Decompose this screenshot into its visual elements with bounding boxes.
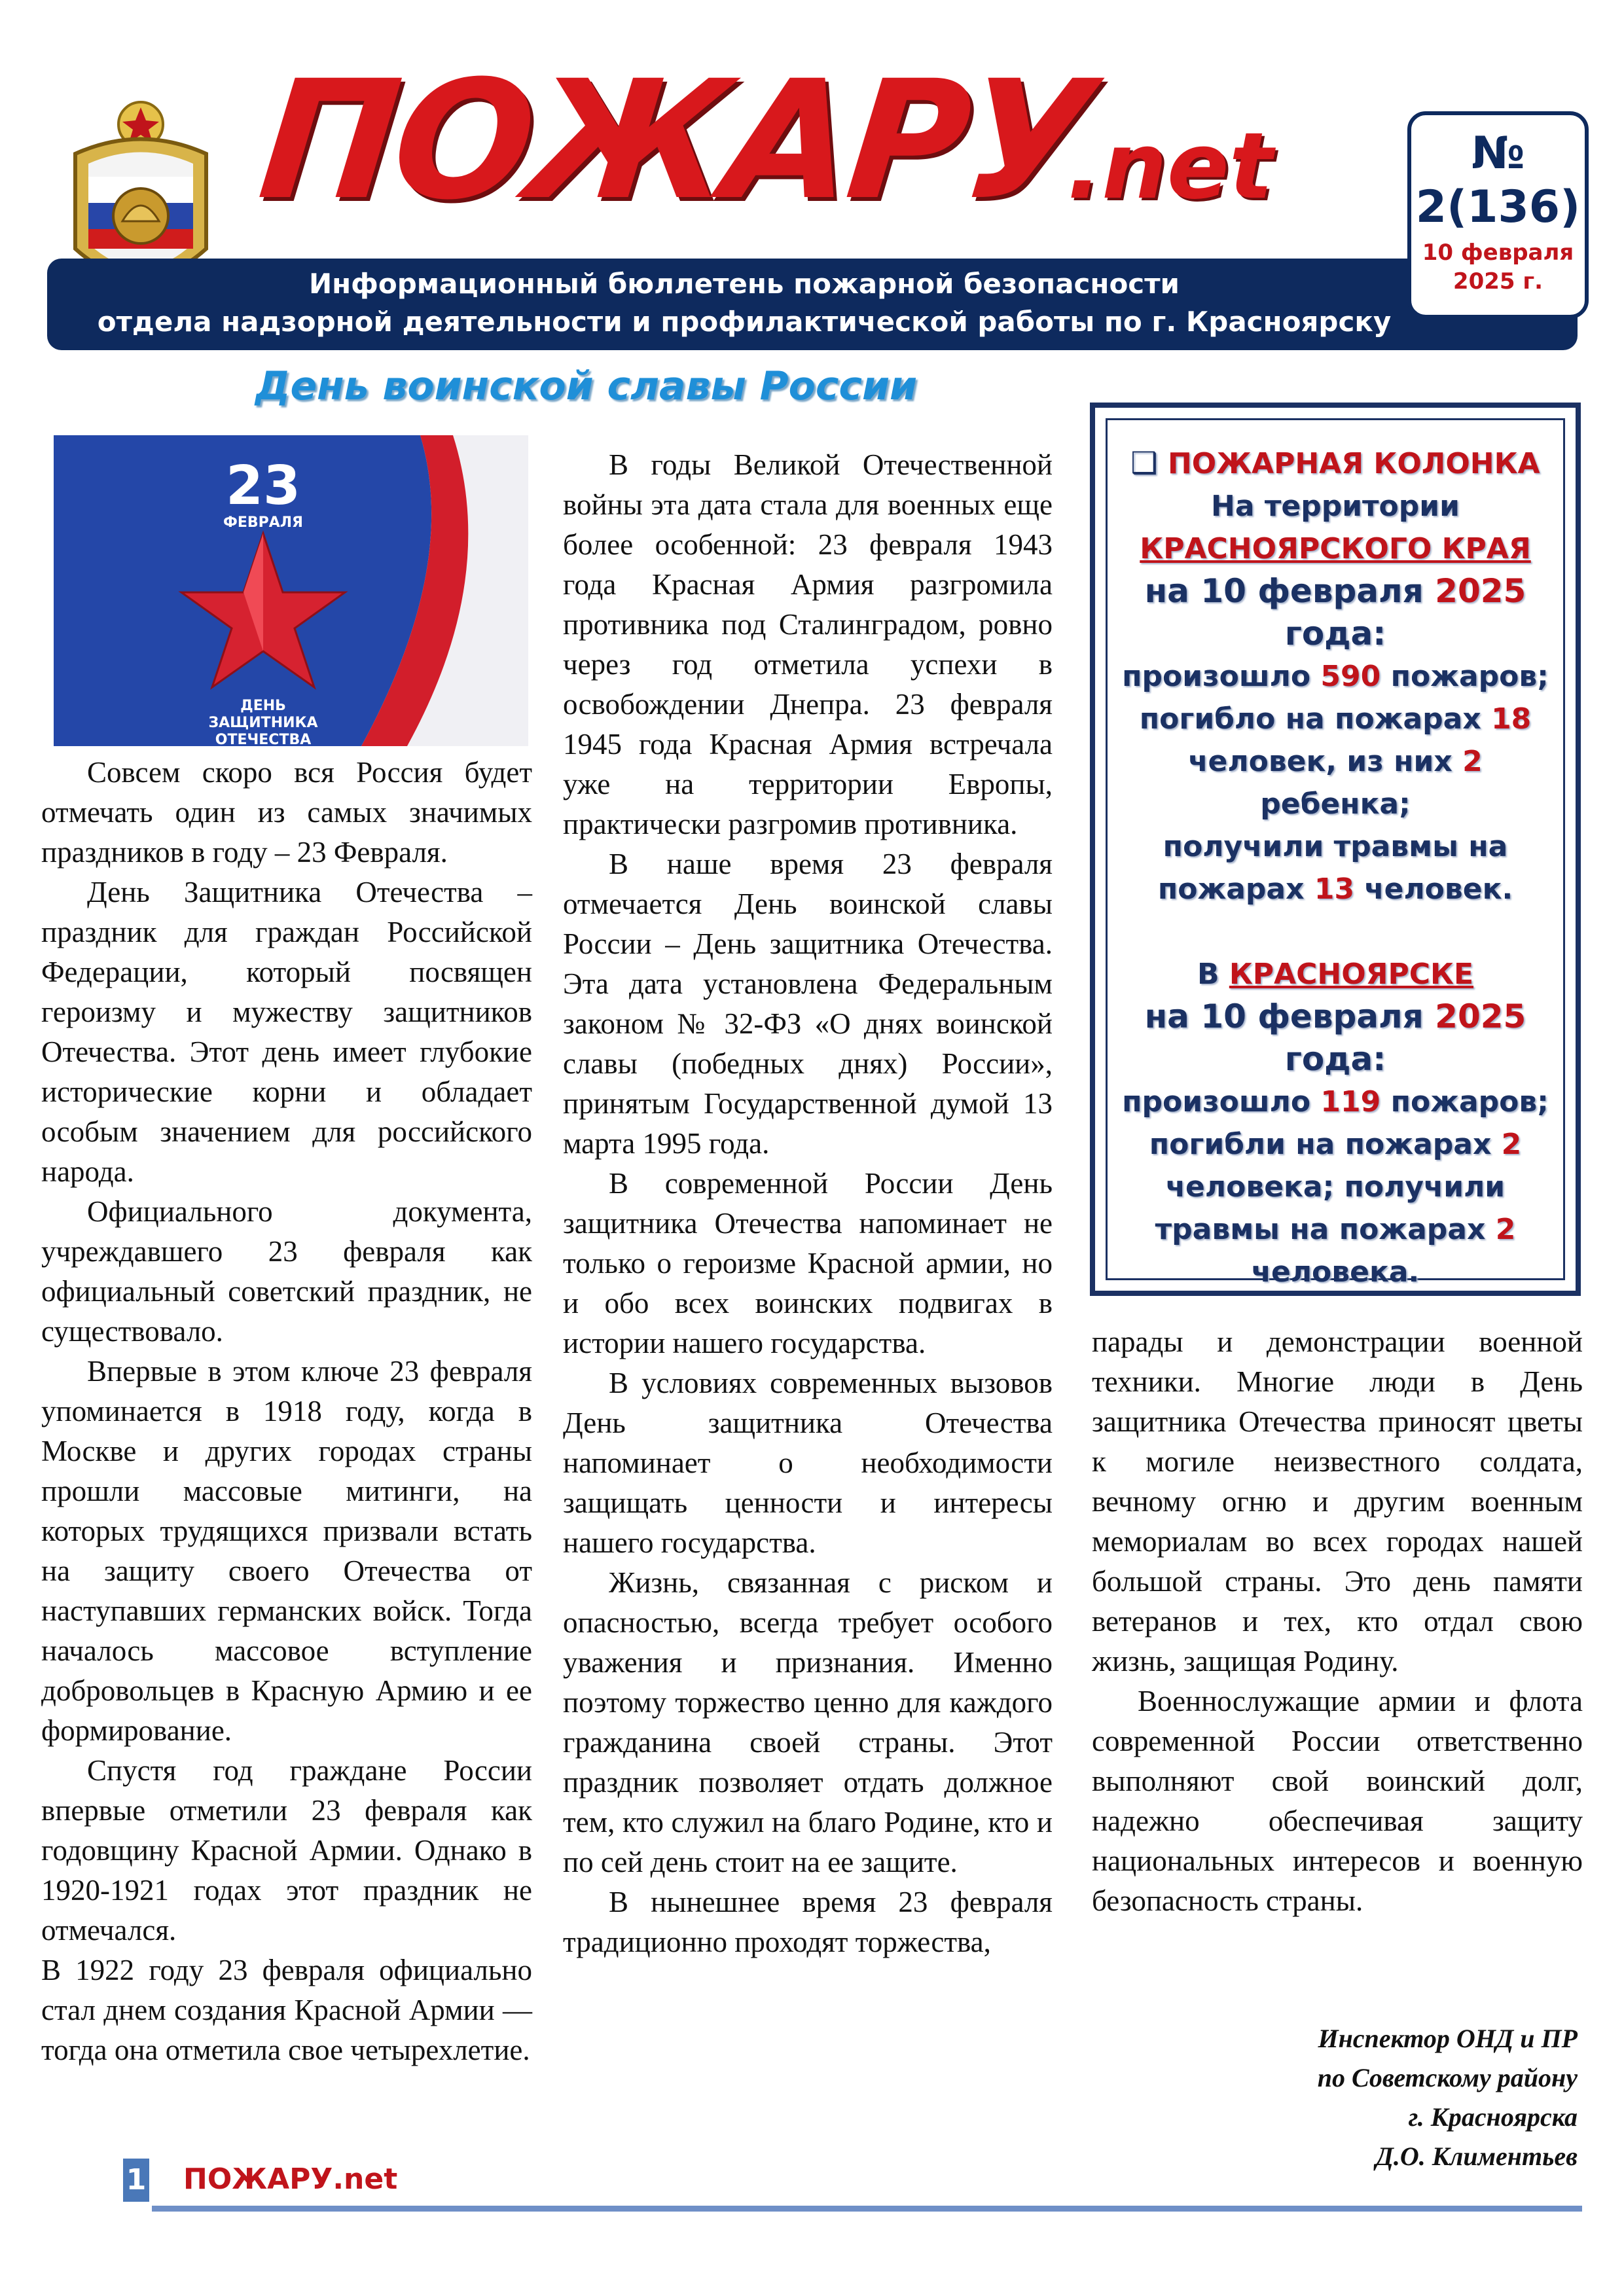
region-children-count: 2 bbox=[1462, 745, 1483, 778]
article-column-1 bbox=[41, 753, 532, 2070]
picture-day-number: 23 bbox=[225, 455, 301, 517]
region-injured-count: 13 bbox=[1314, 872, 1355, 906]
city-date: на 10 февраля bbox=[1144, 997, 1424, 1035]
region-year-word: года: bbox=[1284, 615, 1386, 653]
footer-brand: ПОЖАРУ.net bbox=[183, 2162, 398, 2196]
checkbox-bullet-icon: ❑ bbox=[1130, 445, 1158, 480]
sidebar-title: ПОЖАРНАЯ КОЛОНКА bbox=[1167, 447, 1540, 480]
paragraph: Впервые в этом ключе 23 февраля упоминается в 1918 году, когда в Москве и других городах страны прошли массовые митинги, на которых трудящихся призвали встать на защиту своего Отечества от наступавших германских войск. Тогда началось массовое вступление добровольцев в Красную Армию и ее формирование. bbox=[41, 1355, 532, 1747]
paragraph: В нынешнее время 23 февраля традиционно проходят торжества, bbox=[563, 1886, 1053, 1958]
paragraph: Спустя год граждане России впервые отметили 23 февраля как годовщину Красной Армии. Однако в 1920-1921 годах этот праздник не отмечался. bbox=[41, 1754, 532, 1946]
paragraph: Совсем скоро вся Россия будет отмечать один из самых значимых праздников в году – 23 Февраля. bbox=[41, 756, 532, 869]
paragraph: В годы Великой Отечественной войны эта дата стала для военных еще более особенной: 23 февраля 1943 года Красная Армия разгромила противника под Сталинградом, ровно через год отметила успехи в освобождении Днепра. 23 февраля 1945 года Красная Армия встречала уже на территории Европы, практически разгромив противника. bbox=[563, 448, 1053, 840]
city-year-word: года: bbox=[1284, 1040, 1386, 1078]
city-name: КРАСНОЯРСКЕ bbox=[1229, 958, 1474, 991]
fire-statistics: ❑ ПОЖАРНАЯ КОЛОНКА На территории КРАСНОЯРСКОГО КРАЯ на 10 февраля 2025 года: произошло 590 пожаров; погибло на пожарах 18 человек, из них 2 ребенка; получили травмы на пожарах 13 человек. В КРАСНОЯРСКЕ на 10 февраля 2025 года: произошло 119 пожаров; погибли на пожарах 2 человека; получили травмы на пожарах 2 человека. bbox=[1108, 442, 1562, 1293]
city-injured-count: 2 bbox=[1495, 1213, 1516, 1246]
banner-line-2: отдела надзорной деятельности и профилактической работы по г. Красноярску bbox=[97, 306, 1392, 338]
footer-divider bbox=[152, 2206, 1582, 2212]
paragraph: В условиях современных вызовов День защитника Отечества напоминает о необходимости защищать ценности и интересы нашего государства. bbox=[563, 1367, 1053, 1559]
banner-line-1: Информационный бюллетень пожарной безопасности bbox=[309, 268, 1180, 300]
fire-column-box bbox=[1090, 403, 1581, 1296]
paragraph: Официального документа, учреждавшего 23 февраля как официальный советский праздник, не существовало. bbox=[41, 1195, 532, 1348]
defender-day-illustration bbox=[54, 435, 528, 746]
paragraph: парады и демонстрации военной техники. Многие люди в День защитника Отечества приносят цветы к могиле неизвестного солдата, вечному огню и другим военным мемориалам во всех городах нашей большой страны. Это день памяти ветеранов и тех, кто отдал свою жизнь, защищая Родину. bbox=[1092, 1325, 1583, 1677]
issue-sign: № bbox=[1471, 128, 1525, 179]
picture-caption-2: ЗАЩИТНИКА bbox=[208, 715, 318, 731]
paragraph: В современной России День защитника Отечества напоминает не только о героизме Красной армии, но и обо всех воинских подвигах в истории нашего государства. bbox=[563, 1167, 1053, 1359]
article-column-2 bbox=[563, 445, 1053, 1962]
picture-month: ФЕВРАЛЯ bbox=[223, 514, 303, 531]
issue-number: 2(136) bbox=[1415, 181, 1581, 233]
region-date: на 10 февраля bbox=[1144, 572, 1424, 610]
paragraph: Военнослужащие армии и флота современной России ответственно выполняют свой воинский долг, надежно обеспечивая защиту национальных интересов и военную безопасность страны. bbox=[1092, 1685, 1583, 1917]
article-headline: День воинской славы России bbox=[255, 363, 918, 409]
header-banner bbox=[47, 259, 1578, 350]
page-number: 1 bbox=[123, 2159, 149, 2202]
brand-title: ПОЖАРУ bbox=[251, 45, 1098, 236]
region-name: КРАСНОЯРСКОГО КРАЯ bbox=[1140, 532, 1531, 565]
article-column-3 bbox=[1092, 1322, 1583, 1921]
issue-number-box bbox=[1407, 111, 1589, 319]
region-year: 2025 bbox=[1435, 572, 1526, 610]
author-signature: Инспектор ОНД и ПР по Советскому району г. Красноярска Д.О. Климентьев bbox=[1317, 2024, 1578, 2171]
city-fires-count: 119 bbox=[1320, 1085, 1381, 1119]
paragraph: В 1922 году 23 февраля официально стал днем создания Красной Армии — тогда она отметила свое четырехлетие. bbox=[41, 1954, 532, 2066]
paragraph: В наше время 23 февраля отмечается День воинской славы России – День защитника Отечества. Эта дата установлена Федеральным законом № 32-ФЗ «О днях воинской славы (победных днях) России», принятым Государственной думой 13 марта 1995 года. bbox=[563, 848, 1053, 1160]
newsletter-brand bbox=[251, 45, 1309, 268]
city-year: 2025 bbox=[1435, 997, 1526, 1035]
region-dead-count: 18 bbox=[1491, 702, 1532, 736]
issue-date-line-2: 2025 г. bbox=[1453, 268, 1543, 295]
brand-suffix: .net bbox=[1067, 113, 1273, 220]
city-dead-count: 2 bbox=[1501, 1128, 1522, 1161]
paragraph: Жизнь, связанная с риском и опасностью, всегда требует особого уважения и признания. Именно поэтому торжество ценно для каждого гражданина своей страны. Этот праздник позволяет отдать должное тем, кто служил на благо Родине, кто и по сей день стоит на ее защите. bbox=[563, 1566, 1053, 1878]
picture-caption-3: ОТЕЧЕСТВА bbox=[215, 732, 312, 746]
issue-date-line-1: 10 февраля bbox=[1422, 240, 1574, 266]
paragraph: День Защитника Отечества – праздник для граждан Российской Федерации, который посвящен героизму и мужеству защитников Отечества. Этот день имеет глубокие исторические корни и обладает особым значением для российского народа. bbox=[41, 876, 532, 1188]
region-fires-count: 590 bbox=[1320, 660, 1381, 693]
picture-caption-1: ДЕНЬ bbox=[240, 698, 286, 714]
region-intro: На территории bbox=[1211, 490, 1460, 523]
